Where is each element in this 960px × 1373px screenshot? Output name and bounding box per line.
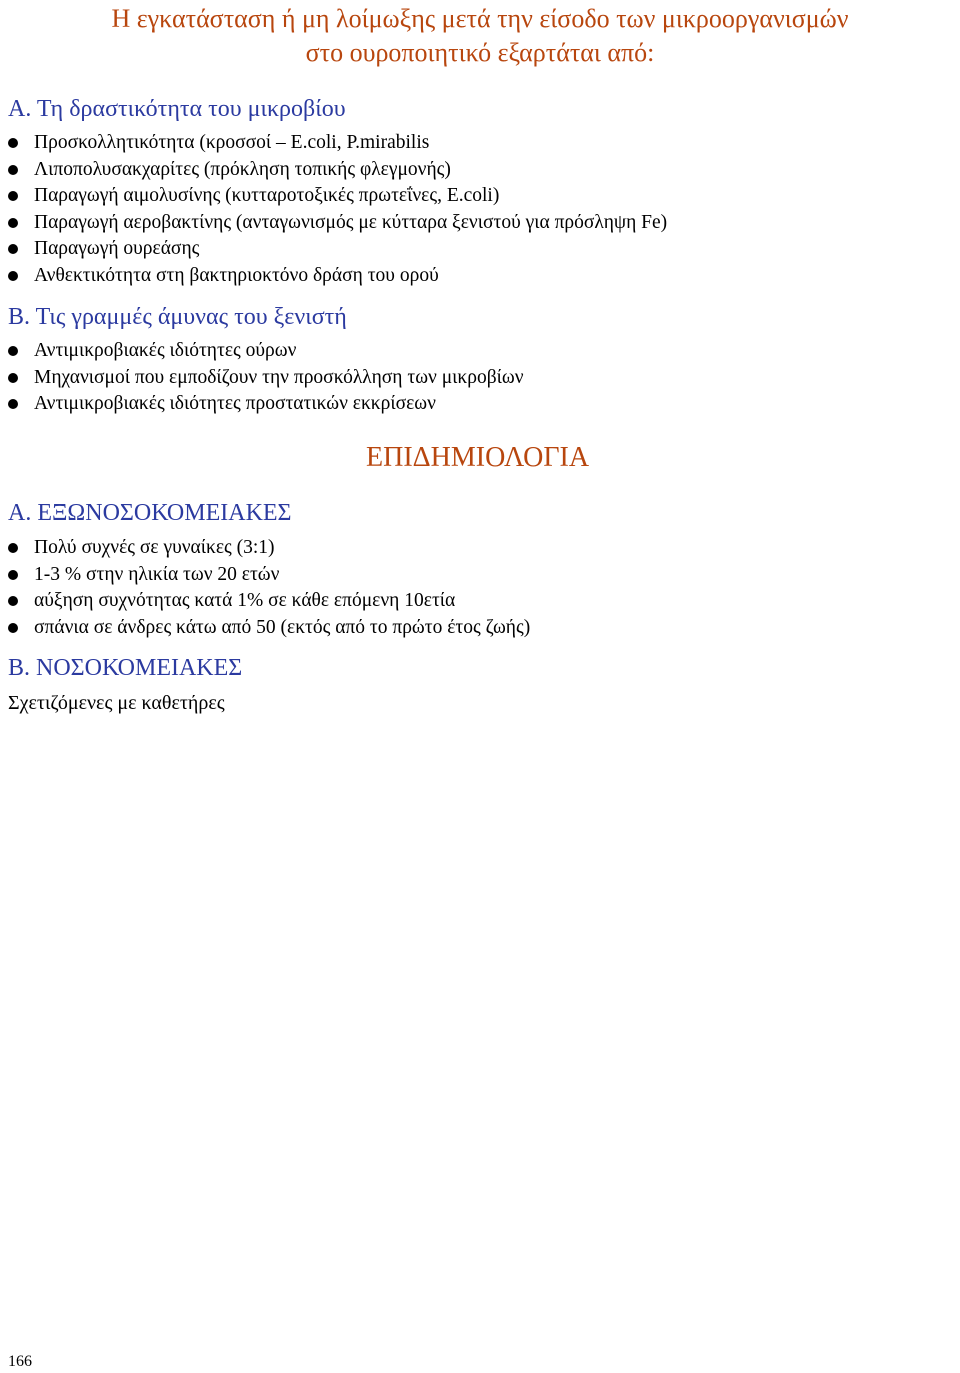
page-number: 166: [8, 1353, 32, 1370]
bullet-icon: [8, 596, 18, 606]
epidemiology-heading: ΕΠΙΔΗΜΙΟΛΟΓΙΑ: [366, 442, 590, 473]
hospital-acquired-heading: Β. ΝΟΣΟΚΟΜΕΙΑΚΕΣ: [8, 655, 243, 681]
list-item: [0, 157, 667, 184]
hospital-acquired-text: Σχετιζόμενες με καθετήρες: [8, 692, 225, 714]
list-item-text: Παραγωγή αιμολυσίνης (κυτταροτοξικές πρωτεΐνες, E.coli): [34, 185, 500, 206]
list-item-text: Παραγωγή αεροβακτίνης (ανταγωνισμός με κύτταρα ξενιστού για πρόσληψη Fe): [34, 211, 668, 233]
list-item: [0, 236, 667, 263]
list-item-text: Πολύ συχνές σε γυναίκες (3:1): [34, 537, 275, 558]
list-item-text: Παραγωγή ουρεάσης: [34, 238, 200, 259]
list-item: [0, 210, 667, 237]
bullet-icon: [8, 244, 18, 254]
list-item-text: Αντιμικροβιακές ιδιότητες ούρων: [34, 340, 297, 361]
list-item-text: Αντιμικροβιακές ιδιότητες προστατικών εκκρίσεων: [34, 393, 436, 414]
community-acquired-list: [0, 535, 530, 641]
bullet-icon: [8, 399, 18, 409]
bullet-icon: [8, 623, 18, 633]
list-item: [0, 535, 530, 562]
list-item: [0, 183, 667, 210]
list-item: [0, 391, 524, 418]
list-item: [0, 615, 530, 642]
section-a-heading: Α. Τη δραστικότητα του μικροβίου: [8, 96, 346, 122]
bullet-icon: [8, 543, 18, 553]
list-item-text: Μηχανισμοί που εμποδίζουν την προσκόλληση των μικροβίων: [34, 366, 524, 388]
page-title-line-1: Η εγκατάσταση ή μη λοίμωξης μετά την είσοδο των μικροοργανισμών: [111, 4, 849, 33]
community-acquired-heading: Α. ΕΞΩΝΟΣΟΚΟΜΕΙΑΚΕΣ: [8, 500, 292, 526]
list-item: [0, 588, 530, 615]
section-b-list: [0, 338, 524, 418]
bullet-icon: [8, 191, 18, 201]
list-item-text: Λιποπολυσακχαρίτες (πρόκληση τοπικής φλεγμονής): [34, 158, 451, 180]
bullet-icon: [8, 373, 18, 383]
bullet-icon: [8, 165, 18, 175]
section-b-heading: Β. Τις γραμμές άμυνας του ξενιστή: [8, 304, 347, 330]
list-item: [0, 338, 524, 365]
list-item-text: 1-3 % στην ηλικία των 20 ετών: [34, 563, 280, 585]
list-item: [0, 130, 667, 157]
bullet-icon: [8, 570, 18, 580]
list-item-text: αύξηση συχνότητας κατά 1% σε κάθε επόμενη 10ετία: [34, 590, 456, 611]
list-item: [0, 562, 530, 589]
bullet-icon: [8, 218, 18, 228]
page-title: [0, 2, 960, 70]
list-item: [0, 365, 524, 392]
list-item: [0, 263, 667, 290]
bullet-icon: [8, 346, 18, 356]
bullet-icon: [8, 138, 18, 148]
page-title-line-2: στο ουροποιητικό εξαρτάται από:: [305, 38, 655, 67]
list-item-text: Προσκολλητικότητα (κροσσοί – E.coli, P.mirabilis: [34, 132, 430, 153]
list-item-text: σπάνια σε άνδρες κάτω από 50 (εκτός από το πρώτο έτος ζωής): [34, 616, 531, 638]
section-a-list: [0, 130, 667, 289]
bullet-icon: [8, 271, 18, 281]
list-item-text: Ανθεκτικότητα στη βακτηριοκτόνο δράση του ορού: [34, 264, 439, 286]
